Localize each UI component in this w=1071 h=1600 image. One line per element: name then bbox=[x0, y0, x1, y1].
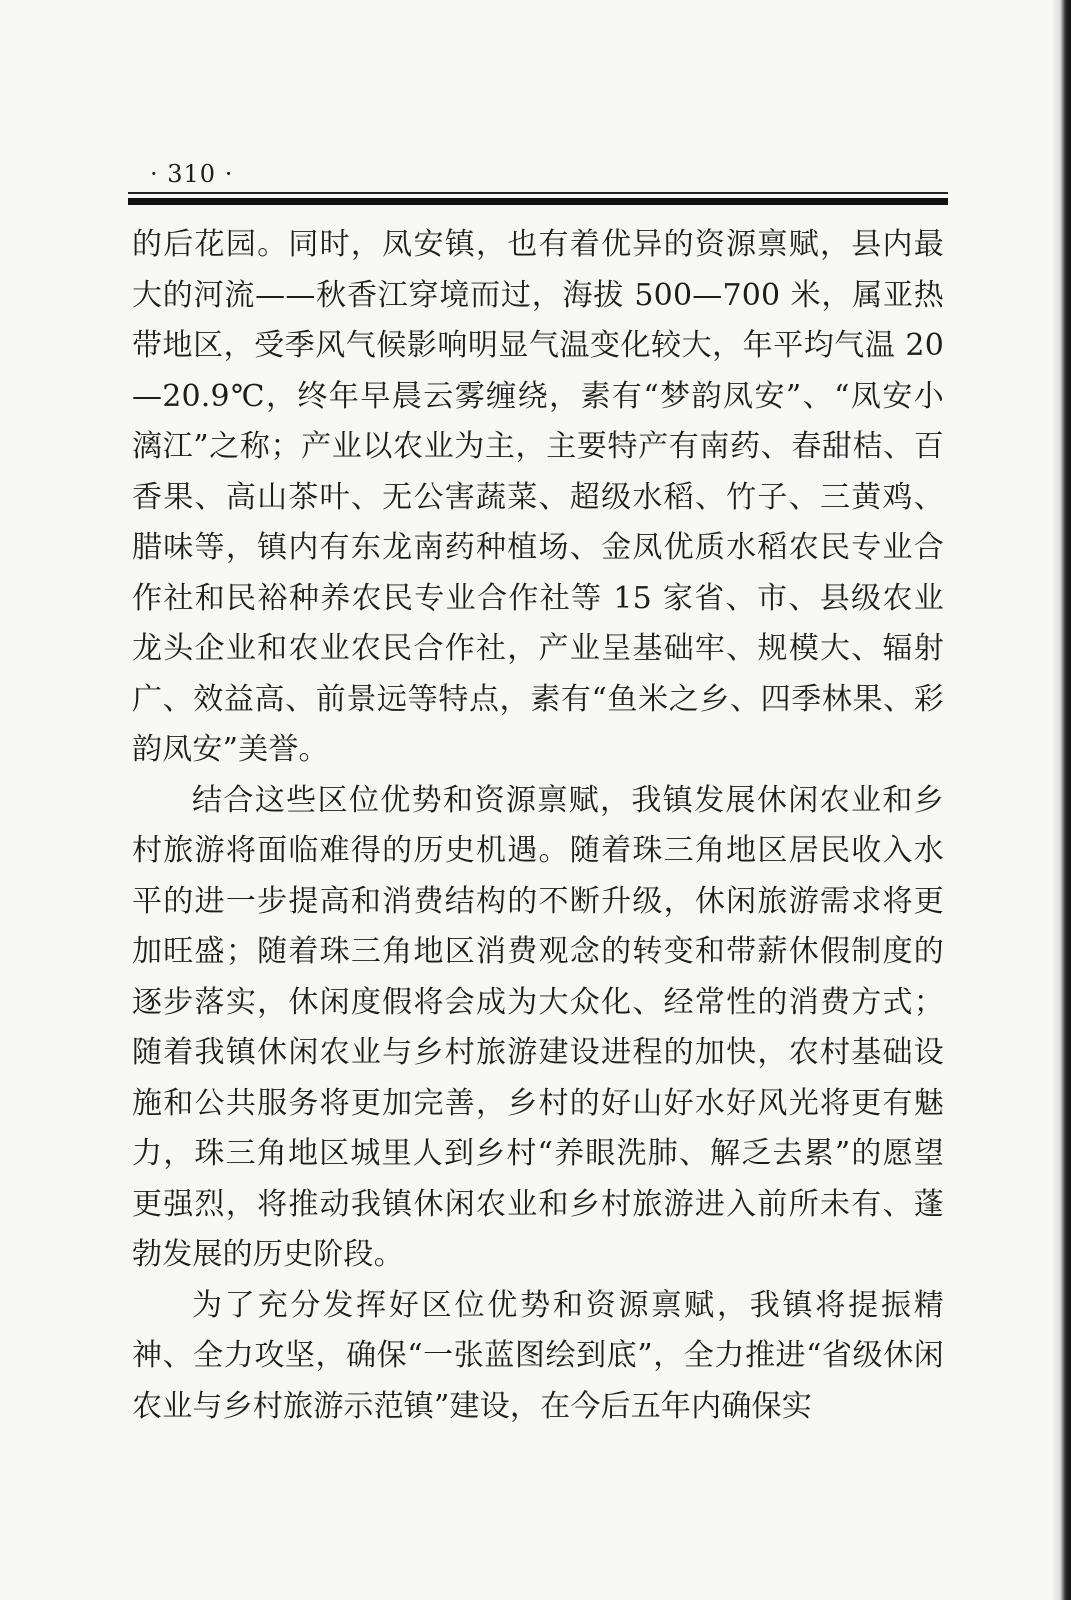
paragraph-continued: 的后花园。同时，凤安镇，也有着优异的资源禀赋，县内最大的河流——秋香江穿境而过，海拔 500—700 米，属亚热带地区，受季风气候影响明显气温变化较大，年平均气温 20—20.9℃，终年早晨云雾缠绕，素有“梦韵凤安”、“凤安小漓江”之称；产业以农业为主，主要特产有南药、春甜桔、百香果、高山茶叶、无公害蔬菜、超级水稻、竹子、三黄鸡、腊味等，镇内有东龙南药种植场、金凤优质水稻农民专业合作社和民裕种养农民专业合作社等 15 家省、市、县级农业龙头企业和农业农民合作社，产业呈基础牢、规模大、辐射广、效益高、前景远等特点，素有“鱼米之乡、四季林果、彩韵凤安”美誉。 bbox=[132, 227, 944, 767]
body-text bbox=[132, 220, 944, 1432]
header-rule-thin bbox=[128, 192, 948, 194]
page-header bbox=[128, 154, 948, 194]
page-edge-shadow bbox=[1053, 0, 1071, 1600]
page-number: · 310 · bbox=[150, 160, 234, 188]
paragraph: 为了充分发挥好区位优势和资源禀赋，我镇将提振精神、全力攻坚，确保“一张蓝图绘到底”，全力推进“省级休闲农业与乡村旅游示范镇”建设，在今后五年内确保实 bbox=[132, 1287, 944, 1424]
header-rule-thick bbox=[128, 198, 948, 205]
paragraph: 结合这些区位优势和资源禀赋，我镇发展休闲农业和乡村旅游将面临难得的历史机遇。随着珠三角地区居民收入水平的进一步提高和消费结构的不断升级，休闲旅游需求将更加旺盛；随着珠三角地区消费观念的转变和带薪休假制度的逐步落实，休闲度假将会成为大众化、经常性的消费方式；随着我镇休闲农业与乡村旅游建设进程的加快，农村基础设施和公共服务将更加完善，乡村的好山好水好风光将更有魅力，珠三角地区城里人到乡村“养眼洗肺、解乏去累”的愿望更强烈，将推动我镇休闲农业和乡村旅游进入前所未有、蓬勃发展的历史阶段。 bbox=[132, 782, 944, 1272]
